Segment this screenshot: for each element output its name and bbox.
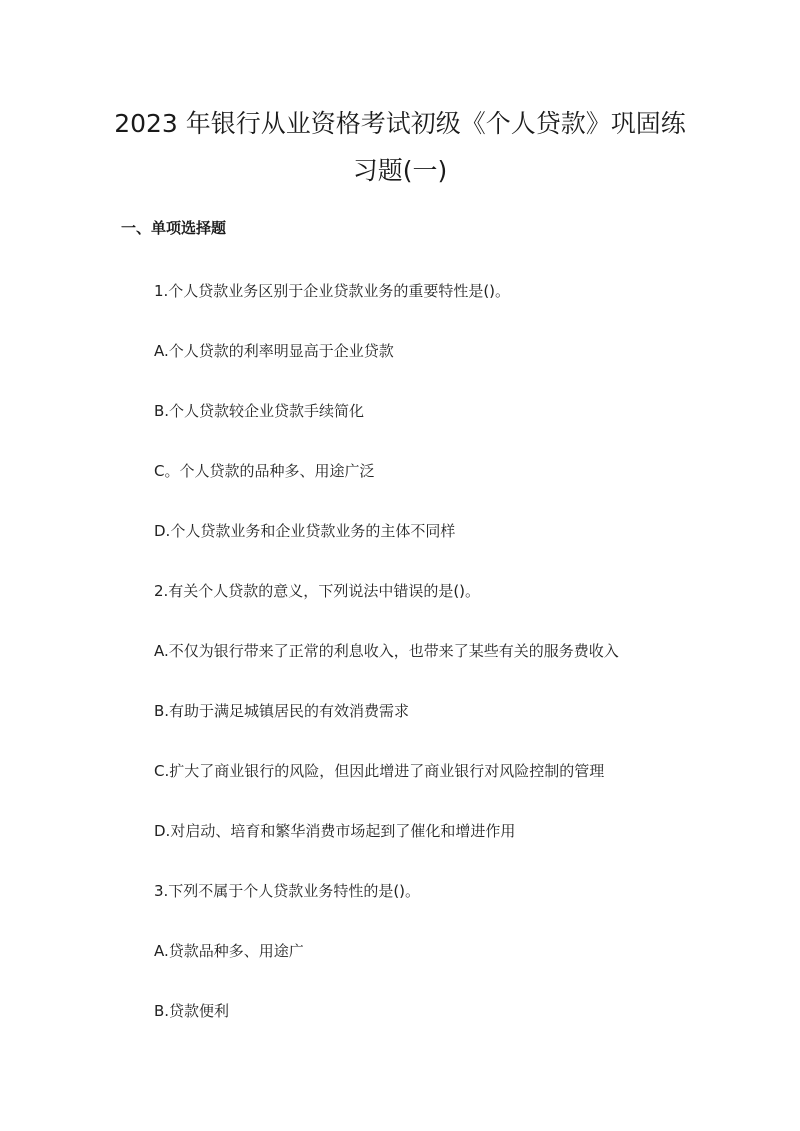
document-title-line-2: 习题(一)	[352, 156, 448, 185]
question-1-option-c: C。个人贷款的品种多、用途广泛	[154, 462, 375, 480]
question-1-option-b: B.个人贷款较企业贷款手续简化	[154, 402, 365, 420]
question-2-option-a: A.不仅为银行带来了正常的利息收入，也带来了某些有关的服务费收入	[154, 642, 619, 660]
question-3: 3.下列不属于个人贷款业务特性的是()。	[154, 882, 421, 900]
question-2: 2.有关个人贷款的意义，下列说法中错误的是()。	[154, 582, 481, 600]
question-2-option-d: D.对启动、培育和繁华消费市场起到了催化和增进作用	[154, 822, 516, 840]
question-2-option-b: B.有助于满足城镇居民的有效消费需求	[154, 702, 410, 720]
question-3-option-a: A.贷款品种多、用途广	[154, 942, 304, 960]
section-heading: 一、单项选择题	[121, 219, 227, 237]
question-1-option-a: A.个人贷款的利率明显高于企业贷款	[154, 342, 394, 360]
question-1-option-d: D.个人贷款业务和企业贷款业务的主体不同样	[154, 522, 456, 540]
document-title-line-1: 2023 年银行从业资格考试初级《个人贷款》巩固练	[114, 109, 686, 138]
question-3-option-b: B.贷款便利	[154, 1002, 230, 1020]
question-2-option-c: C.扩大了商业银行的风险，但因此增进了商业银行对风险控制的管理	[154, 762, 605, 780]
question-1: 1.个人贷款业务区别于企业贷款业务的重要特性是()。	[154, 282, 511, 300]
